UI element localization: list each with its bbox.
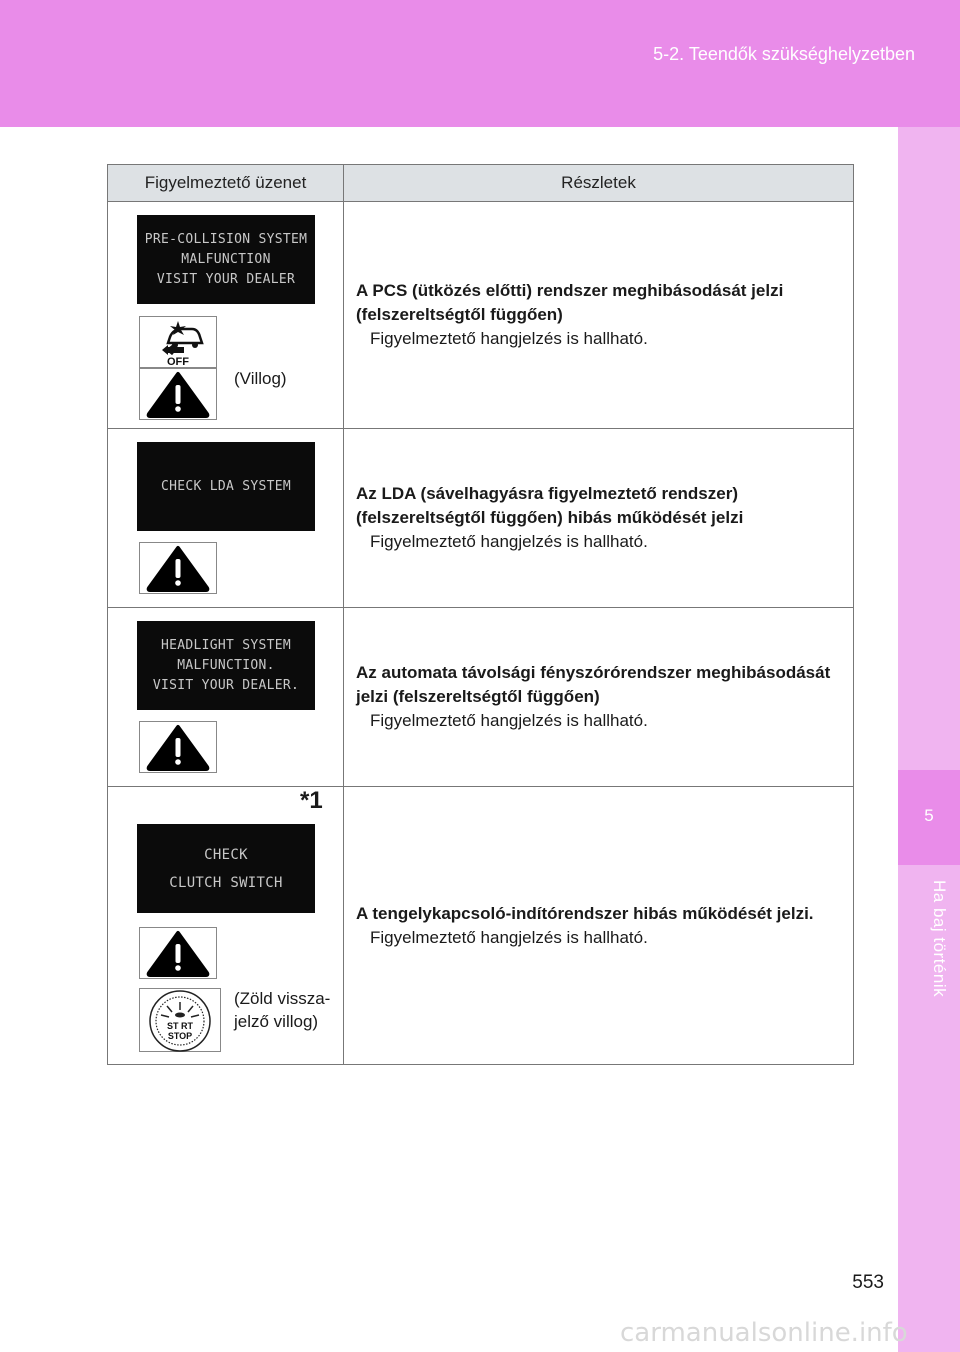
details-note: Figyelmeztető hangjelzés is hallható.: [370, 711, 648, 730]
display-line: CHECK LDA SYSTEM: [160, 478, 292, 494]
details-cell: [344, 787, 854, 1065]
chapter-number: 5: [924, 806, 934, 825]
chapter-side-tab: [898, 127, 960, 1352]
warning-triangle-icon: [139, 927, 217, 979]
start-stop-button-icon: [139, 988, 221, 1052]
page-number: 553: [852, 1272, 884, 1293]
message-cell: [108, 608, 344, 787]
display-line: MALFUNCTION: [181, 251, 271, 267]
watermark: carmanualsonline.info: [620, 1318, 908, 1348]
details-note: Figyelmeztető hangjelzés is hallható.: [370, 329, 648, 348]
details-cell: [344, 202, 854, 429]
table-row: [108, 608, 854, 787]
footnote-mark: *1: [300, 787, 323, 814]
display-line: MALFUNCTION.: [177, 657, 275, 673]
warning-triangle-icon: [139, 368, 217, 420]
table-row: [108, 202, 854, 429]
details-title: Az LDA (sávelhagyásra figyelmeztető rendszer) (felszereltségtől függően) hibás működését jelzi: [356, 484, 744, 527]
column-header-message: Figyelmeztető üzenet: [108, 165, 344, 202]
display-line: PRE-COLLISION SYSTEM: [144, 231, 308, 247]
svg-text:STOP: STOP: [167, 1031, 193, 1041]
section-title: 5-2. Teendők szükséghelyzetben: [653, 44, 915, 64]
details-title: A tengelykapcsoló-indítórendszer hibás működését jelzi.: [356, 903, 814, 923]
display-line: CLUTCH SWITCH: [169, 874, 283, 891]
details-title: Az automata távolsági fényszórórendszer meghibásodását jelzi (felszereltségtől függően): [356, 663, 831, 706]
chapter-title: Ha baj történik: [930, 880, 949, 998]
table-row: [108, 429, 854, 608]
display-message: [137, 215, 315, 304]
details-note: Figyelmeztető hangjelzés is hallható.: [370, 532, 648, 551]
display-line: HEADLIGHT SYSTEM: [160, 637, 292, 653]
display-line: CHECK: [204, 846, 248, 863]
column-header-details: Részletek: [344, 165, 854, 202]
display-line: VISIT YOUR DEALER: [156, 271, 296, 287]
warning-triangle-icon: [139, 542, 217, 594]
display-message: [137, 621, 315, 710]
svg-text:ST RT: ST RT: [167, 1021, 193, 1031]
display-message: [137, 442, 315, 531]
details-cell: [344, 608, 854, 787]
table-header-row: [108, 165, 854, 202]
table-row: [108, 787, 854, 1065]
indicator-note: (Zöld vissza-jelző villog): [234, 989, 331, 1031]
display-message: [137, 824, 315, 913]
message-cell: [108, 787, 344, 1065]
message-cell: [108, 202, 344, 429]
details-note: Figyelmeztető hangjelzés is hallható.: [370, 927, 648, 947]
details-cell: [344, 429, 854, 608]
warning-triangle-icon: [139, 721, 217, 773]
pcs-off-icon: [139, 316, 217, 368]
warning-table: [107, 164, 854, 1065]
flashing-note: (Villog): [234, 369, 287, 388]
display-line: VISIT YOUR DEALER.: [152, 677, 300, 693]
message-cell: [108, 429, 344, 608]
svg-text:OFF: OFF: [167, 356, 189, 367]
details-title: A PCS (ütközés előtti) rendszer meghibásodását jelzi (felszereltségtől függően): [356, 281, 784, 324]
